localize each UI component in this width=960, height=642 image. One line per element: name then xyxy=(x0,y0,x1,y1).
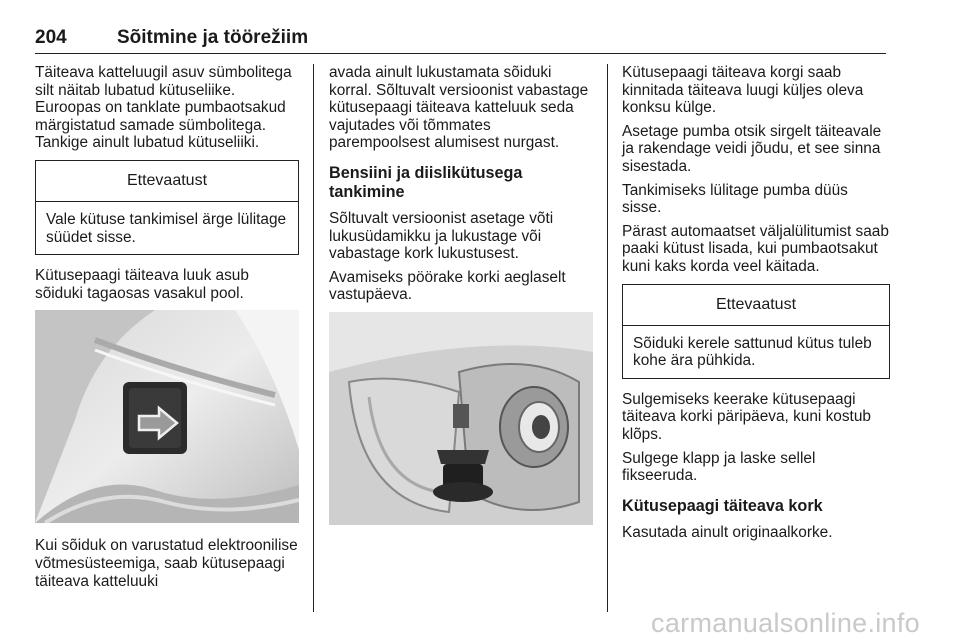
column-3 xyxy=(622,64,890,547)
electronic-key-paragraph: Kui sõiduk on varustatud elektroonilise võtmesüsteemiga, saab kütusepaagi täiteava katteluuki xyxy=(35,537,298,590)
page-number: 204 xyxy=(35,27,67,48)
column-1 xyxy=(35,64,299,596)
caution-title: Ettevaatust xyxy=(623,285,889,326)
caution-box-spilled-fuel xyxy=(622,284,890,379)
caution-title: Ettevaatust xyxy=(36,161,298,202)
original-caps-paragraph: Kasutada ainult originaalkorke. xyxy=(622,523,833,541)
caution-body: Sõiduki kerele sattunud kütus tuleb kohe ära pühkida. xyxy=(633,334,872,370)
start-pump-paragraph: Tankimiseks lülitage pumba düüs sisse. xyxy=(622,181,848,217)
insert-nozzle-paragraph: Asetage pumba otsik sirgelt täiteavale ja rakendage veidi jõudu, et see sinna sisestada. xyxy=(622,122,882,175)
column-divider-1 xyxy=(313,64,314,612)
column-2 xyxy=(329,64,595,539)
unlock-flap-paragraph: avada ainult lukustamata sõiduki korral. Sõltuvalt versioonist vabastage kütusepaagi täiteava katteluuk seda vajutades või tõmmates parempoolsest alumisest nurgast. xyxy=(329,64,589,152)
filler-cap-illustration xyxy=(329,312,595,525)
watermark: carmanualsonline.info xyxy=(651,608,920,638)
chapter-title: Sõitmine ja töörežiim xyxy=(117,27,309,48)
key-lock-paragraph: Sõltuvalt versioonist asetage võti lukusüdamikku ja lukustage või vabastage kork lukustusest. xyxy=(329,209,554,263)
close-flap-paragraph: Sulgege klapp ja laske sellel fikseeruda. xyxy=(622,449,816,485)
fuel-label-paragraph: Täiteava katteluugil asuv sümbolitega silt näitab lubatud kütuseliike. Euroopas on tanklate pumbaotsakud märgistatud samade sümbolitega. Tankige ainult lubatud kütuseliiki. xyxy=(35,64,292,152)
cap-hook-paragraph: Kütusepaagi täiteava korgi saab kinnitada täiteava luugi küljes oleva konksu külge. xyxy=(622,64,864,117)
flap-location-paragraph: Kütusepaagi täiteava luuk asub sõiduki tagaosas vasakul pool. xyxy=(35,267,249,302)
column-divider-2 xyxy=(607,64,608,612)
caution-box-fuel-type xyxy=(35,160,299,255)
page-header xyxy=(35,27,886,54)
open-cap-paragraph: Avamiseks pöörake korki aeglaselt vastupäeva. xyxy=(329,268,566,304)
caution-body: Vale kütuse tankimisel ärge lülitage süüdet sisse. xyxy=(46,210,287,246)
fuel-flap-illustration xyxy=(35,310,299,523)
auto-shutoff-paragraph: Pärast automaatset väljalülitumist saab paaki kütust lisada, kui pumbaotsakut kuni kaks korda veel käitada. xyxy=(622,222,889,275)
section-heading-refuelling: Bensiini ja diislikütusega tankimine xyxy=(329,163,523,201)
close-cap-paragraph: Sulgemiseks keerake kütusepaagi täiteava korki päripäeva, kuni kostub klõps. xyxy=(622,390,871,443)
section-heading-filler-cap: Kütusepaagi täiteava kork xyxy=(622,496,823,515)
